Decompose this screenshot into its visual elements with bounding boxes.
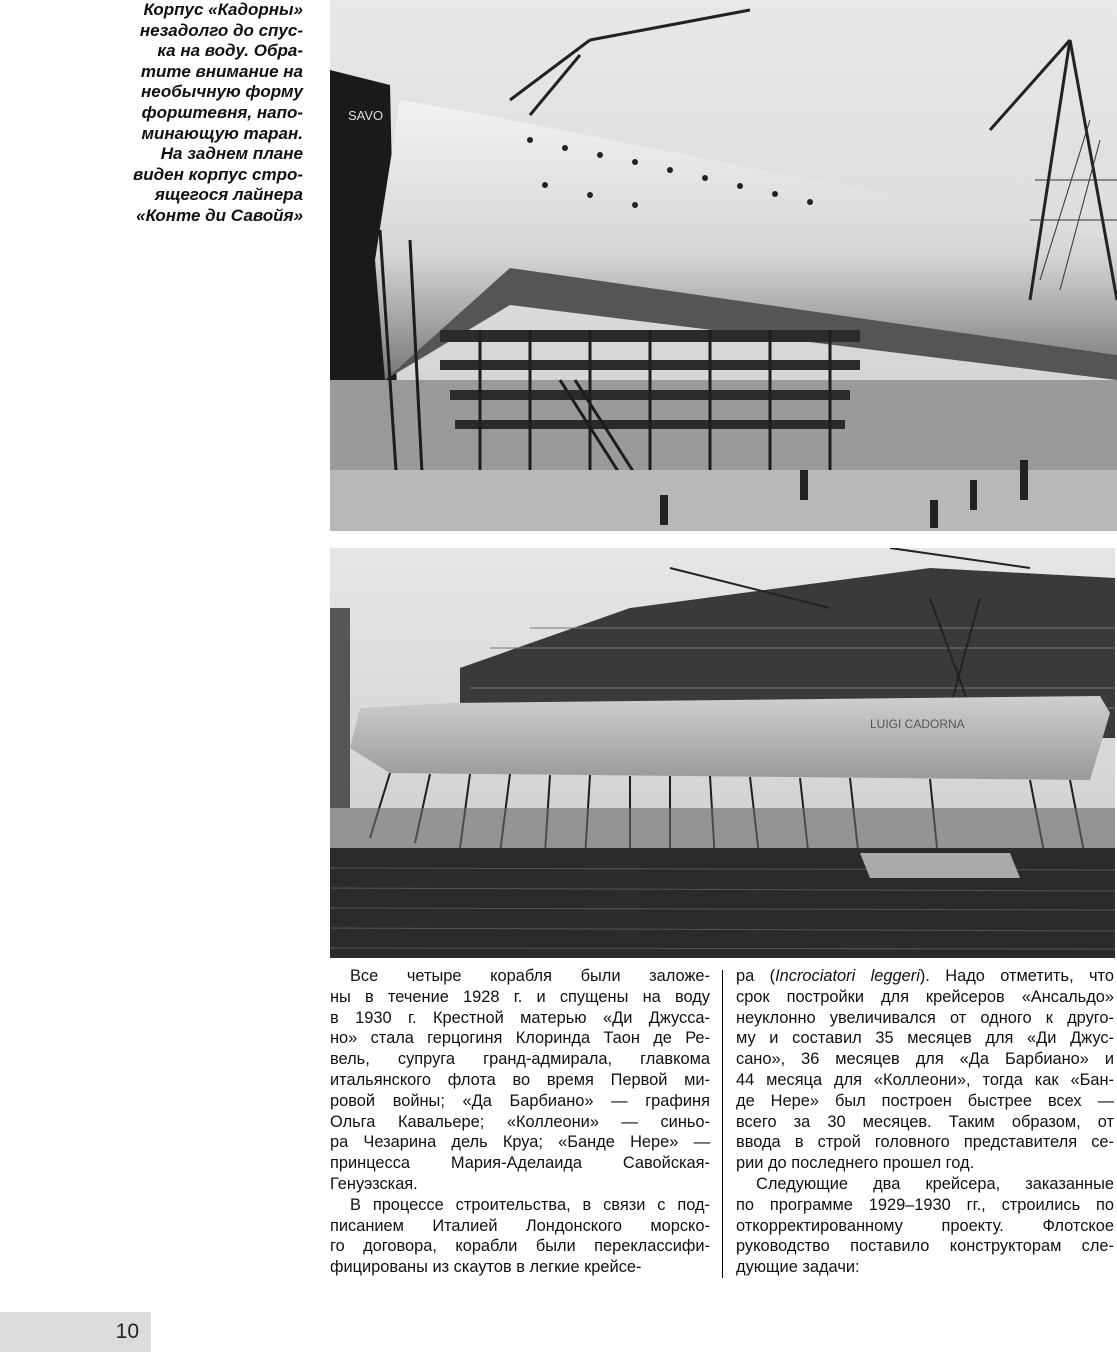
caption-line: ка на воду. Обра- <box>157 41 303 61</box>
text-line: Генуэзская. <box>330 1174 418 1193</box>
text-line: Все четыре корабля были заложе- <box>350 967 710 985</box>
text-line: сано», 36 месяцев для «Да Барбиано» и <box>736 1050 1114 1069</box>
caption-line: виден корпус стро- <box>132 164 303 184</box>
paragraph <box>330 1195 710 1278</box>
text-segment: ). Надо отметить, что <box>919 967 1114 985</box>
text-line: му и составил 35 месяцев для «Ди Джус- <box>736 1029 1114 1048</box>
text-line: Следующие два крейсера, заказанные <box>756 1174 1114 1193</box>
page-number-box <box>0 1312 151 1352</box>
caption-line: Корпус «Кадорны» <box>143 0 303 19</box>
text-line: 44 месяца для «Коллеони», тогда как «Бан- <box>736 1070 1114 1089</box>
italic-term: Incrociatori leggeri <box>775 967 920 985</box>
photo-caption <box>113 0 303 227</box>
paragraph <box>736 1174 1114 1278</box>
text-line: ра Чезарина дель Круа; «Банде Нере» — <box>330 1133 710 1152</box>
text-line: неуклонно увеличивался от одного к друго- <box>736 1008 1114 1027</box>
text-line: го договора, корабли были переклассифи- <box>330 1237 710 1256</box>
text-line: откорректированному проекту. Флотское <box>736 1216 1114 1235</box>
text-line: рии до последнего прошел год. <box>736 1154 975 1173</box>
text-line: писанием Италией Лондонского морско- <box>330 1216 710 1235</box>
text-line: ровой войны; «Да Барбиано» — графиня <box>330 1091 710 1110</box>
caption-line: На заднем плане <box>160 144 303 164</box>
caption-line: форштевня, напо- <box>141 102 303 122</box>
text-line: принцесса Мария-Аделаида Савойская- <box>330 1154 710 1173</box>
text-line: вель, супруга гранд-адмирала, главкома <box>330 1050 710 1069</box>
caption-line: тите внимание на <box>140 61 303 81</box>
text-line: срок постройки для крейсеров «Ансальдо» <box>736 987 1114 1006</box>
text-line: итальянского флота во время Первой ми- <box>330 1070 710 1089</box>
caption-line: ящегося лайнера <box>154 185 303 205</box>
column-divider <box>722 970 723 1278</box>
text-line: руководство поставило конструкторам сле- <box>736 1237 1114 1256</box>
hull-lettering-luigi-cadorna: LUIGI CADORNA <box>870 717 965 731</box>
caption-line: необычную форму <box>140 82 303 102</box>
hull-lettering-savo: SAVO <box>348 108 384 123</box>
body-text-right-column <box>736 966 1114 1278</box>
text-line: де Нере» был построен быстрее всех — <box>736 1091 1114 1110</box>
text-line: ны в течение 1928 г. и спущены на воду <box>330 987 710 1006</box>
caption-line: «Конте ди Савойя» <box>136 205 303 225</box>
text-line: всего за 30 месяцев. Таким образом, от <box>736 1112 1114 1131</box>
text-line: по программе 1929–1930 гг., строились по <box>736 1195 1114 1214</box>
caption-line: незадолго до спус- <box>139 20 303 40</box>
text-line: Ольга Кавальере; «Коллеони» — синьо- <box>330 1112 710 1131</box>
page-number: 10 <box>115 1320 139 1343</box>
paragraph <box>330 966 710 1195</box>
caption-line: минающую таран. <box>141 123 303 143</box>
body-text-left-column <box>330 966 710 1278</box>
photo-cadorna-hull-on-slipway <box>330 548 1115 958</box>
text-line <box>736 966 1114 987</box>
text-line: дующие задачи: <box>736 1258 860 1277</box>
text-segment: ра ( <box>736 967 776 985</box>
text-line: ввода в строй головного представителя се- <box>736 1133 1114 1152</box>
text-line: фицированы из скаутов в легкие крейсе- <box>330 1258 642 1277</box>
text-line: но» стала герцогиня Клоринда Таон де Ре- <box>330 1029 710 1048</box>
paragraph <box>736 966 1114 1174</box>
text-line: В процессе строительства, в связи с под- <box>350 1195 710 1214</box>
text-line: в 1930 г. Крестной матерью «Ди Джусса- <box>330 1008 710 1027</box>
photo-cadorna-hull-before-launch <box>330 0 1117 531</box>
